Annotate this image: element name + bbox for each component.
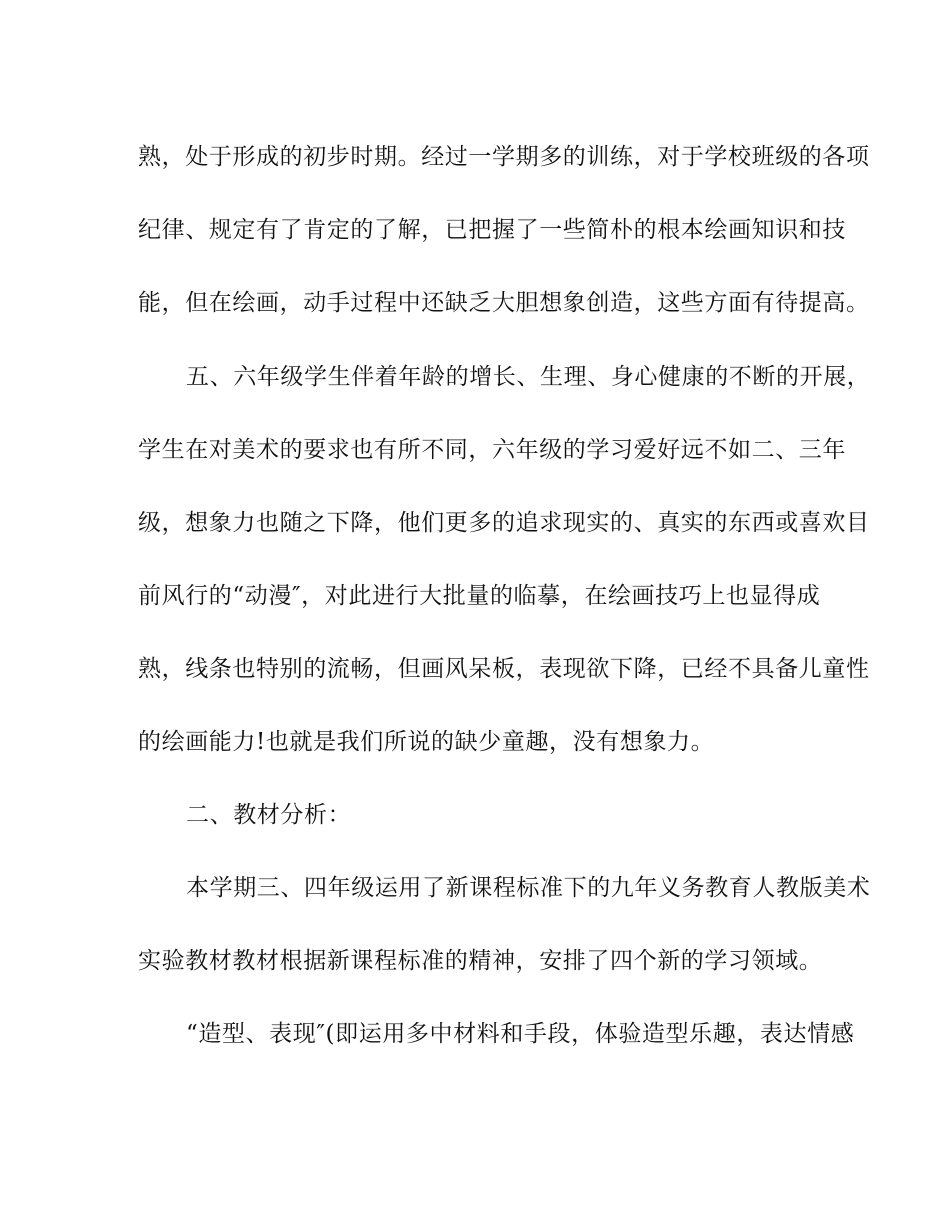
text-line-4: 五、六年级学生伴着年龄的增长、生理、身心健康的不断的开展， bbox=[186, 364, 871, 390]
text-line-12: 实验教材教材根据新课程标准的精神，安排了四个新的学习领域。 bbox=[138, 948, 823, 974]
text-line-2: 纪律、规定有了肯定的了解，已把握了一些简朴的根本绘画知识和技 bbox=[138, 217, 846, 243]
text-line-1: 熟，处于形成的初步时期。经过一学期多的训练，对于学校班级的各项 bbox=[138, 144, 870, 170]
text-line-8: 熟，线条也特别的流畅，但画风呆板，表现欲下降，已经不具备儿童性 bbox=[138, 656, 870, 682]
text-line-6: 级，想象力也随之下降，他们更多的追求现实的、真实的东西或喜欢目 bbox=[138, 510, 870, 536]
text-line-3: 能，但在绘画，动手过程中还缺乏大胆想象创造，这些方面有待提高。 bbox=[138, 290, 870, 316]
text-line-11: 本学期三、四年级运用了新课程标准下的九年义务教育人教版美术 bbox=[186, 875, 871, 901]
text-line-9: 的绘画能力!也就是我们所说的缺少童趣，没有想象力。 bbox=[138, 729, 715, 755]
text-line-13: “造型、表现″(即运用多中材料和手段，体验造型乐趣，表达情感 bbox=[186, 1021, 855, 1047]
text-line-7: 前风行的“动漫″，对此进行大批量的临摹，在绘画技巧上也显得成 bbox=[138, 583, 821, 609]
text-line-5: 学生在对美术的要求也有所不同，六年级的学习爱好远不如二、三年 bbox=[138, 437, 846, 463]
section-heading: 二、教材分析： bbox=[186, 802, 352, 828]
